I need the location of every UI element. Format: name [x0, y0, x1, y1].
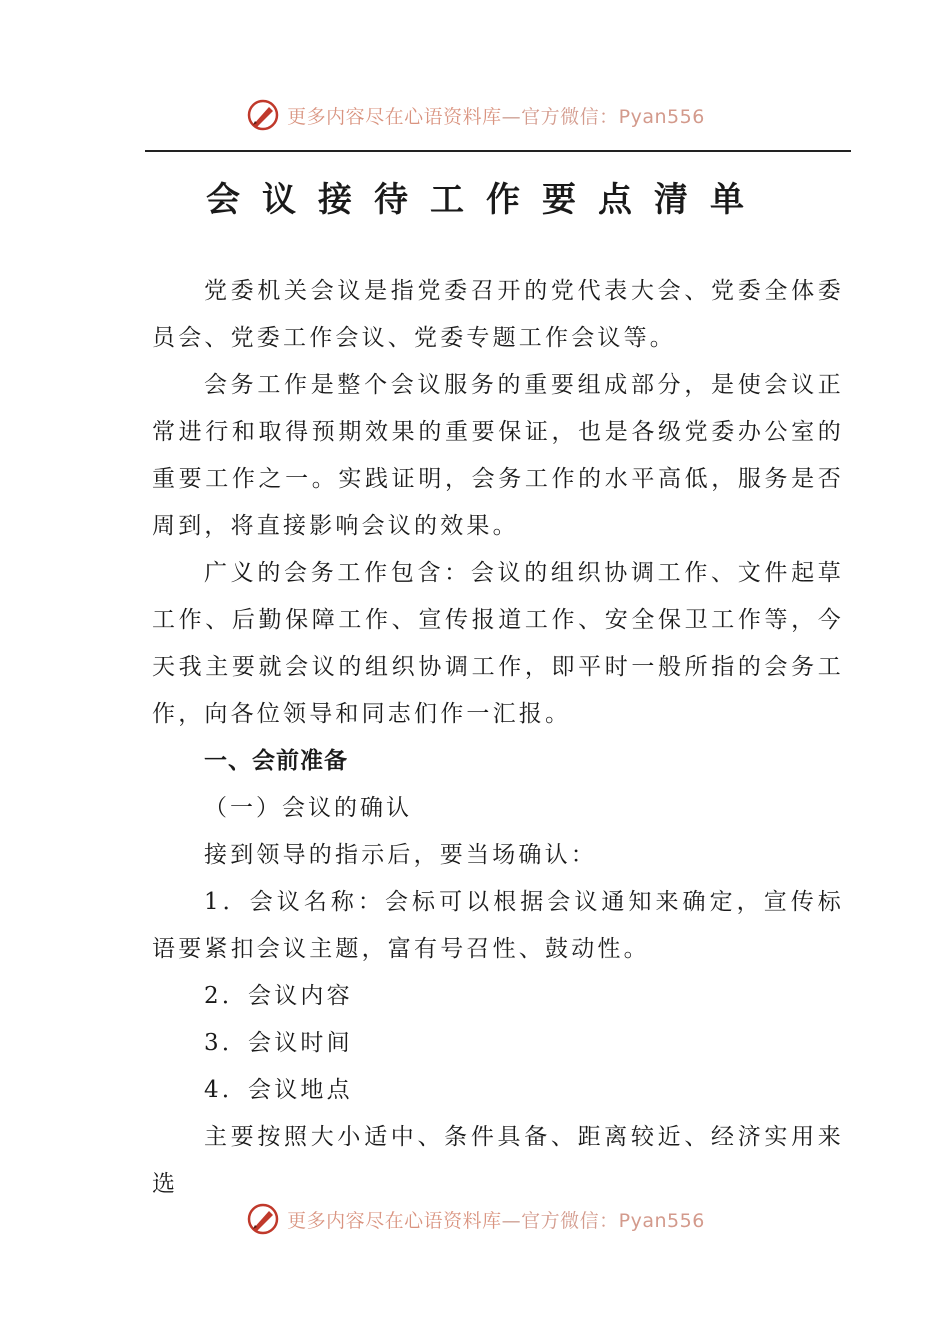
header-banner — [0, 95, 950, 135]
subsection-heading: （一）会议的确认 — [204, 795, 412, 821]
intro-line: 接到领导的指示后，要当场确认： — [204, 842, 597, 868]
list-item: 4．会议地点 — [204, 1077, 353, 1103]
pen-logo-icon — [245, 1201, 281, 1237]
paragraph-1: 党委机关会议是指党委召开的党代表大会、党委全体委员会、党委工作会议、党委专题工作会议等。 — [152, 278, 844, 351]
footer-banner — [0, 1199, 950, 1239]
banner-wechat: 官方微信：Pyan556 — [521, 1209, 705, 1232]
section-heading: 一、会前准备 — [204, 748, 348, 774]
document-body — [152, 268, 844, 1208]
trailing-line: 主要按照大小适中、条件具备、距离较近、经济实用来选 — [152, 1124, 844, 1197]
header-rule — [145, 150, 851, 152]
document-title: 会议接待工作要点清单 — [206, 180, 766, 220]
paragraph-3: 广义的会务工作包含：会议的组织协调工作、文件起草工作、后勤保障工作、宣传报道工作、安全保卫工作等，今天我主要就会议的组织协调工作，即平时一般所指的会务工作，向各位领导和同志们作一汇报。 — [152, 560, 844, 727]
list-item: 1．会议名称：会标可以根据会议通知来确定，宣传标语要紧扣会议主题，富有号召性、鼓动性。 — [152, 889, 844, 962]
banner-separator: — — [501, 1209, 522, 1232]
paragraph-2: 会务工作是整个会议服务的重要组成部分，是使会议正常进行和取得预期效果的重要保证，也是各级党委办公室的重要工作之一。实践证明，会务工作的水平高低，服务是否周到，将直接影响会议的效果。 — [152, 372, 844, 539]
list-item: 2．会议内容 — [204, 983, 353, 1009]
banner-slogan: 更多内容尽在心语资料库 — [287, 1209, 502, 1232]
banner-separator: — — [501, 105, 522, 128]
banner-wechat: 官方微信：Pyan556 — [521, 105, 705, 128]
banner-slogan: 更多内容尽在心语资料库 — [287, 105, 502, 128]
list-item: 3．会议时间 — [204, 1030, 353, 1056]
pen-logo-icon — [245, 97, 281, 133]
